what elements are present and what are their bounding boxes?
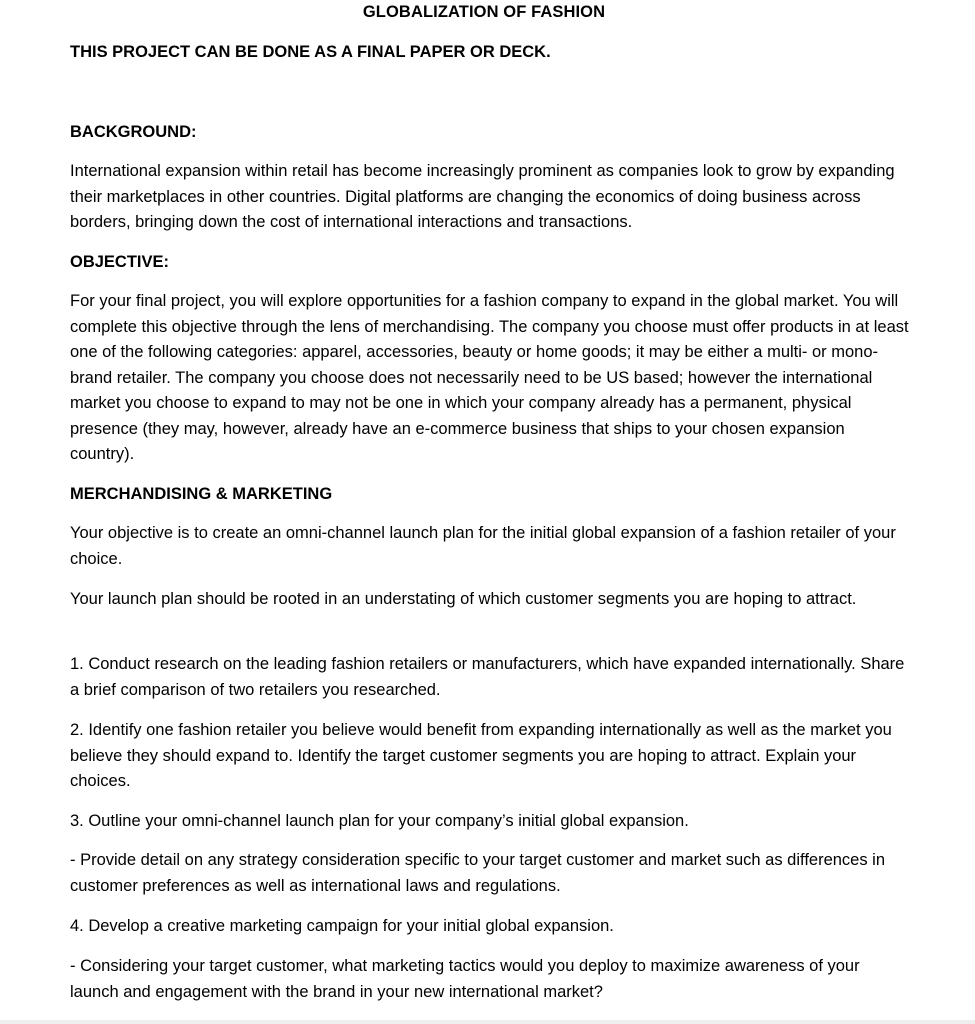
list-item-3-detail: - Provide detail on any strategy consideration specific to your target customer and market such as differences in customer preferences as well as international laws and regulations.: [70, 851, 886, 895]
objective-heading: OBJECTIVE:: [70, 253, 170, 271]
background-paragraph: International expansion within retail has become increasingly prominent as companies look to grow by expanding their marketplaces in other countries. Digital platforms are changing the economics of doing business across borders, bringing down the cost of international interactions and transactions.: [70, 162, 895, 231]
list-item-3: 3. Outline your omni-channel launch plan for your company’s initial global expansion.: [70, 812, 689, 830]
merchandising-paragraph-1: Your objective is to create an omni-channel launch plan for the initial global expansion of a fashion retailer of your choice.: [70, 524, 896, 568]
merchandising-heading: MERCHANDISING & MARKETING: [70, 485, 333, 503]
list-item-4: 4. Develop a creative marketing campaign for your initial global expansion.: [70, 917, 614, 935]
document-title: GLOBALIZATION OF FASHION: [362, 3, 606, 21]
list-item-1: 1. Conduct research on the leading fashion retailers or manufacturers, which have expanded internationally. Share a brief comparison of two retailers you researched.: [70, 655, 905, 699]
merchandising-paragraph-2: Your launch plan should be rooted in an understating of which customer segments you are hoping to attract.: [70, 590, 857, 608]
background-heading: BACKGROUND:: [70, 123, 197, 141]
objective-paragraph: For your final project, you will explore opportunities for a fashion company to expand in the global market. You will complete this objective through the lens of merchandising. The company you choose must offer products in at least one of the following categories: apparel, accessories, beauty or home goods; it may be either a multi- or mono-brand retailer. The company you choose does not necessarily need to be US based; however the international market you choose to expand to may not be one in which your company already has a permanent, physical presence (they may, however, already have an e-commerce business that ships to your chosen expansion country).: [70, 292, 909, 463]
page-bottom-edge: [0, 1020, 975, 1024]
format-note: THIS PROJECT CAN BE DONE AS A FINAL PAPER OR DECK.: [70, 43, 551, 61]
list-item-2: 2. Identify one fashion retailer you believe would benefit from expanding internationally as well as the market you believe they should expand to. Identify the target customer segments you are hoping to attract. Explain your choices.: [70, 721, 892, 790]
list-item-4-detail: - Considering your target customer, what marketing tactics would you deploy to maximize awareness of your launch and engagement with the brand in your new international market?: [70, 957, 860, 1001]
